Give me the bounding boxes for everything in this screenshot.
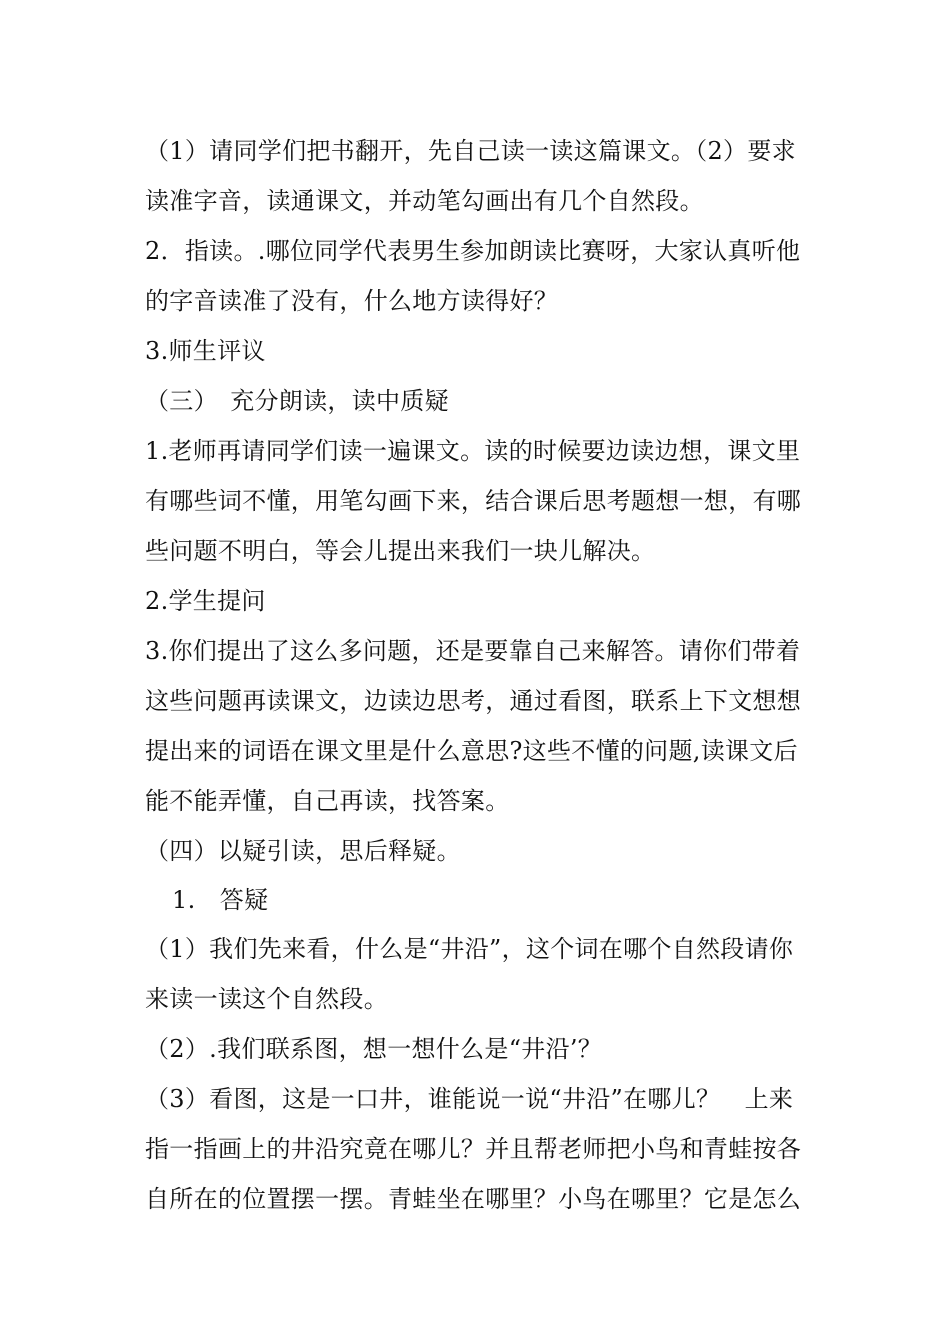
text-line-20: （3）看图，这是一口井，谁能说一说“井沿”在哪儿？ 上来 (145, 1085, 794, 1113)
text-line-18: 来读一读这个自然段。 (145, 985, 388, 1013)
text-line-19: （2）.我们联系图，想一想什么是“井沿’？ (145, 1035, 603, 1063)
section-heading-four: （四）以疑引读，思后释疑。 (145, 837, 461, 865)
section-heading-three: （三） 充分朗读，读中质疑 (145, 387, 449, 415)
text-line-14: 能不能弄懂，自己再读，找答案。 (145, 787, 510, 815)
text-line-8: 有哪些词不懂，用笔勾画下来，结合课后思考题想一想，有哪 (145, 487, 802, 515)
text-line-17: （1）我们先来看，什么是“井沿”，这个词在哪个自然段请你 (145, 935, 794, 963)
text-line-5: 3.师生评议 (145, 337, 266, 365)
text-line-2: 读准字音，读通课文，并动笔勾画出有几个自然段。 (145, 187, 704, 215)
list-item-answer: 1. 答疑 (172, 886, 269, 914)
text-line-1: （1）请同学们把书翻开，先自己读一读这篇课文。（2）要求 (145, 137, 796, 165)
text-line-3: 2．指读。.哪位同学代表男生参加朗读比赛呀，大家认真听他 (145, 237, 801, 265)
text-line-9: 些问题不明白，等会儿提出来我们一块儿解决。 (145, 537, 656, 565)
text-line-22: 自所在的位置摆一摆。青蛙坐在哪里？小鸟在哪里？它是怎么 (145, 1185, 802, 1213)
text-line-7: 1.老师再请同学们读一遍课文。读的时候要边读边想，课文里 (145, 437, 801, 465)
text-line-12: 这些问题再读课文，边读边思考，通过看图，联系上下文想想 (145, 687, 802, 715)
text-line-4: 的字音读准了没有，什么地方读得好？ (145, 287, 559, 315)
text-line-11: 3.你们提出了这么多问题，还是要靠自己来解答。请你们带着 (145, 637, 801, 665)
text-line-21: 指一指画上的井沿究竟在哪儿？并且帮老师把小鸟和青蛙按各 (145, 1135, 802, 1163)
text-line-10: 2.学生提问 (145, 587, 266, 615)
text-line-13: 提出来的词语在课文里是什么意思?这些不懂的问题,读课文后 (145, 737, 798, 765)
